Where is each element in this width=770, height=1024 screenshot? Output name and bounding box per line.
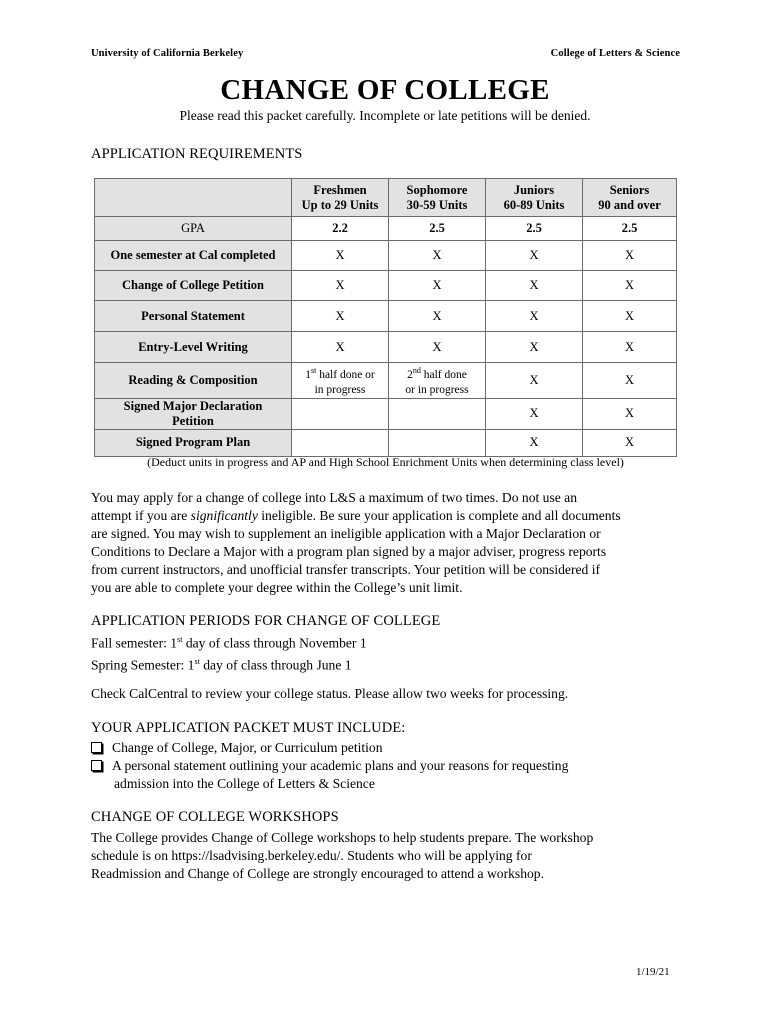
table-cell: X <box>486 332 583 363</box>
column-header: Freshmen Up to 29 Units <box>292 179 389 217</box>
table-cell: X <box>583 363 677 399</box>
table-row <box>95 301 677 332</box>
table-row <box>95 271 677 301</box>
intro-paragraph: You may apply for a change of college into L&S a maximum of two times. Do not use an attempt if you are significantly ineligible. Be sure your application is complete and all documents are signed. You may wish to supplement an ineligible application with a Major Declaration or Conditions to Declare a Major with a program plan signed by a major adviser, progress reports from current instructors, and unofficial transfer transcripts. Your petition will be considered if you are able to complete your degree within the College’s unit limit. <box>91 490 621 595</box>
header-university: University of California Berkeley <box>91 48 244 59</box>
periods-heading: APPLICATION PERIODS FOR CHANGE OF COLLEGE <box>91 613 441 629</box>
table-cell <box>292 429 389 456</box>
table-row <box>95 363 677 399</box>
page-subtitle: Please read this packet carefully. Incomplete or late petitions will be denied. <box>179 108 591 123</box>
table-cell: X <box>292 241 389 271</box>
checkbox-icon <box>91 760 102 771</box>
column-header: Seniors 90 and over <box>583 179 677 217</box>
table-cell: X <box>486 429 583 456</box>
page-header <box>91 48 680 59</box>
table-cell: X <box>292 271 389 301</box>
table-cell: 2.5 <box>486 217 583 241</box>
table-cell: X <box>583 429 677 456</box>
table-cell: X <box>486 241 583 271</box>
workshops-heading: CHANGE OF COLLEGE WORKSHOPS <box>91 809 339 825</box>
row-label: Reading & Composition <box>95 363 292 399</box>
header-college: College of Letters & Science <box>550 48 680 59</box>
table-row <box>95 398 677 429</box>
table-cell: X <box>486 398 583 429</box>
table-corner-cell <box>95 179 292 217</box>
packet-item: A personal statement outlining your academic plans and your reasons for requesting admission into the College of Letters & Science <box>91 757 568 793</box>
table-cell: 2.5 <box>389 217 486 241</box>
table-cell: X <box>389 301 486 332</box>
table-row <box>95 217 677 241</box>
row-label: Signed Major Declaration Petition <box>95 398 292 429</box>
workshops-paragraph: The College provides Change of College workshops to help students prepare. The workshop schedule is on https://lsadvising.berkeley.edu/. Students who will be applying for Readmission and Change of College are strongly encouraged to attend a workshop. <box>91 830 594 881</box>
table-cell: X <box>583 332 677 363</box>
table-cell: X <box>583 241 677 271</box>
row-label: Signed Program Plan <box>95 429 292 456</box>
table-cell: 2.2 <box>292 217 389 241</box>
table-cell: X <box>389 332 486 363</box>
row-label: Personal Statement <box>95 301 292 332</box>
table-cell: X <box>389 241 486 271</box>
row-label: One semester at Cal completed <box>95 241 292 271</box>
row-label: GPA <box>95 217 292 241</box>
checkbox-icon <box>91 742 102 753</box>
calcentral-note: Check CalCentral to review your college status. Please allow two weeks for processing. <box>91 686 569 701</box>
periods-list <box>91 631 691 674</box>
table-note: (Deduct units in progress and AP and High School Enrichment Units when determining class level) <box>147 455 624 469</box>
packet-item: Change of College, Major, or Curriculum petition <box>91 739 383 757</box>
table-cell: X <box>292 332 389 363</box>
table-header-row <box>95 179 677 217</box>
table-cell: 2.5 <box>583 217 677 241</box>
column-header: Juniors 60-89 Units <box>486 179 583 217</box>
row-label: Change of College Petition <box>95 271 292 301</box>
table-cell <box>389 398 486 429</box>
table-row <box>95 241 677 271</box>
table-row <box>95 429 677 456</box>
row-label: Entry-Level Writing <box>95 332 292 363</box>
table-cell: X <box>583 301 677 332</box>
table-cell <box>292 398 389 429</box>
requirements-heading: APPLICATION REQUIREMENTS <box>91 146 303 162</box>
table-cell: X <box>486 271 583 301</box>
table-cell: X <box>486 363 583 399</box>
table-cell: X <box>486 301 583 332</box>
table-cell: X <box>292 301 389 332</box>
table-cell: 1st half done or in progress <box>292 363 389 399</box>
page-title: CHANGE OF COLLEGE <box>220 74 550 106</box>
requirements-table <box>94 178 677 457</box>
table-cell: X <box>583 398 677 429</box>
table-cell: X <box>389 271 486 301</box>
table-cell: X <box>583 271 677 301</box>
fall-semester-period: Fall semester: 1st day of class through November 1 <box>91 635 367 651</box>
table-row <box>95 332 677 363</box>
table-cell: 2nd half done or in progress <box>389 363 486 399</box>
packet-heading: YOUR APPLICATION PACKET MUST INCLUDE: <box>91 720 406 736</box>
table-cell <box>389 429 486 456</box>
spring-semester-period: Spring Semester: 1st day of class through June 1 <box>91 656 352 673</box>
footer-date: 1/19/21 <box>636 966 670 978</box>
column-header: Sophomore 30-59 Units <box>389 179 486 217</box>
